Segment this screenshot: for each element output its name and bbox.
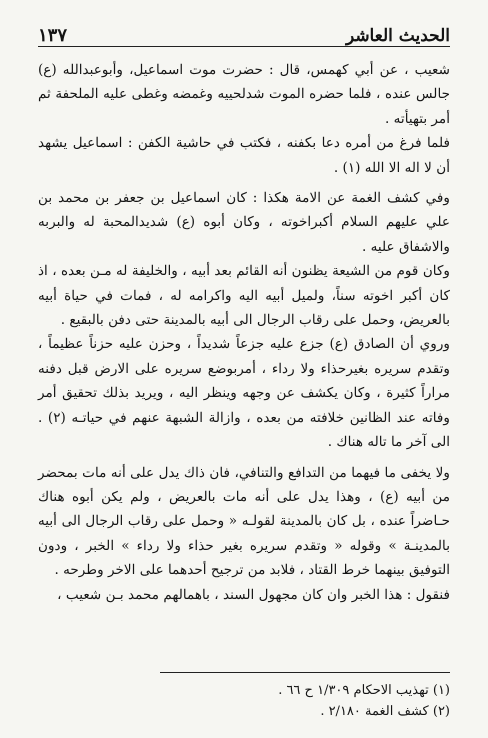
paragraph: فنقول : هذا الخبر وان كان مجهول السند ، باهمالهم محمد بـن شعيب ، bbox=[57, 586, 450, 603]
paragraph: شعيب ، عن أبي كهمس، قال : حضرت موت اسماعيل، وأبوعبدالله (ع) جالس عنده ، فلما حضره الموت شدلحييه وغمضه وغطى عليه الملحفة ثم أمر بتهيأته . bbox=[38, 62, 450, 127]
footnotes bbox=[38, 680, 450, 722]
page-number: ١٣٧ bbox=[38, 25, 68, 46]
footnote: (٢) كشف الغمة ٢/١٨٠ . bbox=[320, 704, 450, 719]
paragraph: وروي أن الصادق (ع) جزع عليه جزعاً شديداً ، وحزن عليه حزناً عظيماً ، وتقدم سريره بغيرحذاء ولا رداء ، أمربوضع سريره على الارض قبل دفنه مراراً كثيرة ، وكان يكشف عن وجهه وينظر اليه ، ويريد بذلك تحقيق أمر وفاته عند الظانين خلافته من بعده ، وازالة الشبهة عنهم في حياتـه (٢) . الى آخر ما تاله هناك . bbox=[38, 336, 450, 451]
paragraph: وفي كشف الغمة عن الامة هكذا : كان اسماعيل بن جعفر بن محمد بن علي عليهم السلام أكبراخوته ، وكان أبوه (ع) شديدالمحبة له والبربه والاشفاق عليه . bbox=[38, 190, 450, 255]
main-text bbox=[38, 58, 450, 607]
footnote-divider bbox=[160, 672, 450, 673]
page-header bbox=[38, 16, 450, 47]
paragraph: وكان قوم من الشيعة يظنون أنه القائم بعد أبيه ، والخليفة له مـن بعده ، اذ كان أكبر اخوته سناً، ولميل أبيه اليه واكرامه له ، فمات في حياة أبيه بالعريض، وحمل على رقاب الرجال الى أبيه بالمدينة حتى دفن بالبقيع . bbox=[38, 263, 450, 329]
running-title: الحديث العاشر bbox=[345, 26, 450, 46]
paragraph: فلما فرغ من أمره دعا بكفنه ، فكتب في حاشية الكفن : اسماعيل يشهد أن لا اله الا الله (١) . bbox=[38, 135, 450, 176]
paragraph: ولا يخفى ما فيهما من التدافع والتنافي، فان ذاك يدل على أنه مات بمحضر من أبيه (ع) ، وهذا يدل على أنه مات بالعريض ، ولم يكن أبوه هناك حـاضراً عنده ، بل كان بالمدينة لقولـه « وحمل على رقاب الرجال الى أبيه بالمدينـة » وقوله « وتقدم سريره بغير حذاء ولا رداء » الخبر ، ودون التوفيق بينهما خرط القتاد ، فلابد من ترجيح أحدهما على الاخر وطرحه . bbox=[38, 464, 450, 579]
footnote: (١) تهذيب الاحكام ١/٣٠٩ ح ٦٦ . bbox=[278, 683, 450, 698]
